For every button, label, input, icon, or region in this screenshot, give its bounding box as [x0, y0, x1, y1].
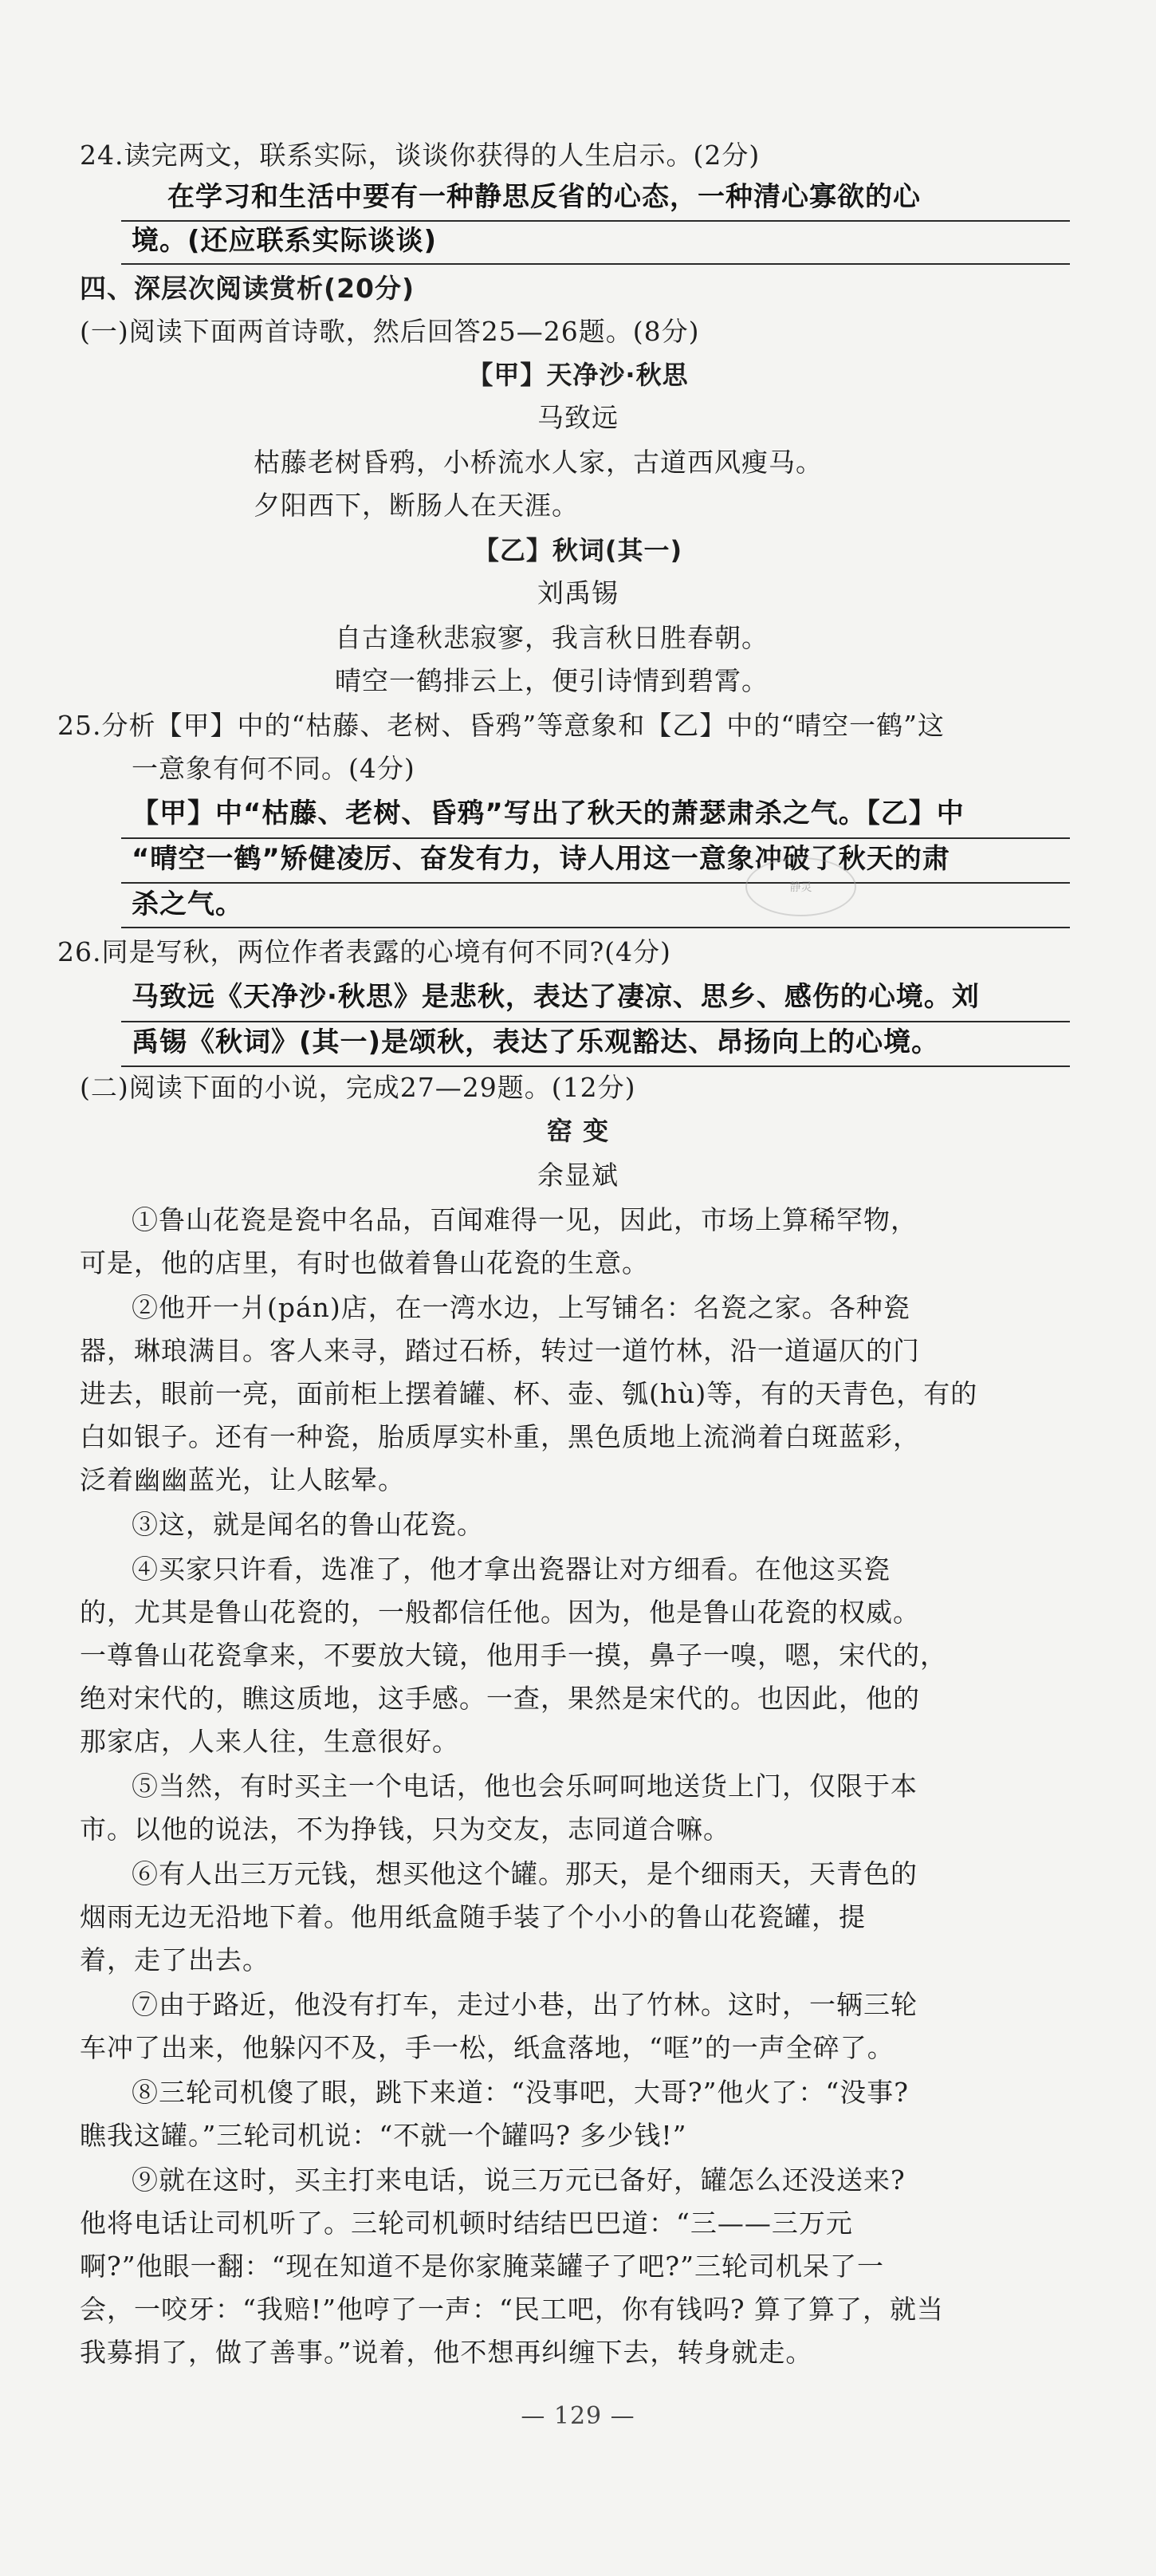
story-line: 绝对宋代的，瞧这质地，这手感。一查，果然是宋代的。也因此，他的 — [80, 1683, 920, 1714]
story-line: 泛着幽幽蓝光，让人眩晕。 — [80, 1464, 405, 1495]
story-line: ⑨就在这时，买主打来电话，说三万元已备好，罐怎么还没送来? — [132, 2164, 906, 2196]
q25-question-line-2: 一意象有何不同。(4分) — [132, 753, 415, 784]
poem-b-title: 【乙】秋词(其一) — [473, 535, 683, 565]
story-line: ④买家只许看，选准了，他才拿出瓷器让对方细看。在他这买瓷 — [132, 1554, 891, 1585]
story-line: ②他开一爿(pán)店，在一湾水边，上写铺名：名瓷之家。各种瓷 — [132, 1292, 910, 1323]
story-line: 市。以他的说法，不为挣钱，只为交友，志同道合嘛。 — [80, 1814, 730, 1845]
story-line: ①鲁山花瓷是瓷中名品，百闻难得一见，因此，市场上算稀罕物， — [132, 1204, 918, 1235]
q25-answer-line-3: 杀之气。 — [132, 888, 243, 920]
q26-question: 26.同是写秋，两位作者表露的心境有何不同?(4分) — [57, 936, 671, 967]
answer-rule — [121, 882, 1070, 884]
part2-intro: (二)阅读下面的小说，完成27—29题。(12分) — [80, 1072, 636, 1103]
answer-rule — [121, 837, 1070, 839]
story-line: 那家店，人来人往，生意很好。 — [80, 1726, 459, 1757]
poem-a-line-1: 枯藤老树昏鸦，小桥流水人家，古道西风瘦马。 — [254, 447, 823, 478]
section-heading: 四、深层次阅读赏析(20分) — [80, 273, 415, 304]
poem-b-line-1: 自古逢秋悲寂寥，我言秋日胜春朝。 — [335, 622, 769, 653]
story-line: ⑥有人出三万元钱，想买他这个罐。那天，是个细雨天，天青色的 — [132, 1858, 918, 1889]
q25-question-line-1: 25.分析【甲】中的“枯藤、老树、昏鸦”等意象和【乙】中的“晴空一鹤”这 — [57, 710, 945, 741]
answer-rule — [121, 1065, 1070, 1067]
story-line: 瞧我这罐。”三轮司机说：“不就一个罐吗? 多少钱!” — [80, 2120, 687, 2151]
story-line: 的，尤其是鲁山花瓷的，一般都信任他。因为，他是鲁山花瓷的权威。 — [80, 1597, 920, 1628]
q26-answer-line-2: 禹锡《秋词》(其一)是颂秋，表达了乐观豁达、昂扬向上的心境。 — [132, 1026, 940, 1058]
poem-b-author: 刘禹锡 — [537, 577, 619, 609]
story-line: 啊?”他眼一翻：“现在知道不是你家腌菜罐子了吧?”三轮司机呆了一 — [80, 2251, 884, 2282]
q24-answer-line-1: 在学习和生活中要有一种静思反省的心态，一种清心寡欲的心 — [167, 181, 921, 213]
story-line: 他将电话让司机听了。三轮司机顿时结结巴巴道：“三——三万元 — [80, 2208, 853, 2239]
q26-answer-line-1: 马致远《天净沙·秋思》是悲秋，表达了凄凉、思乡、感伤的心境。刘 — [132, 981, 980, 1013]
story-line: 器，琳琅满目。客人来寻，踏过石桥，转过一道竹林，沿一道逼仄的门 — [80, 1335, 920, 1366]
q24-answer-line-2: 境。(还应联系实际谈谈) — [132, 225, 438, 257]
q24-question: 24.读完两文，联系实际，谈谈你获得的人生启示。(2分) — [80, 140, 761, 171]
poem-a-author: 马致远 — [537, 402, 619, 433]
answer-rule — [121, 263, 1070, 265]
story-line: 会，一咬牙：“我赔!”他哼了一声：“民工吧，你有钱吗? 算了算了，就当 — [80, 2294, 945, 2325]
story-line: 着，走了出去。 — [80, 1944, 269, 1975]
story-title: 窑 变 — [546, 1116, 610, 1146]
poem-a-title: 【甲】天净沙·秋思 — [467, 360, 689, 390]
story-line: 进去，眼前一亮，面前柜上摆着罐、杯、壶、瓠(hù)等，有的天青色，有的 — [80, 1378, 978, 1409]
story-line: 我募捐了，做了善事。”说着，他不想再纠缠下去，转身就走。 — [80, 2337, 813, 2368]
q25-answer-line-1: 【甲】中“枯藤、老树、昏鸦”写出了秋天的萧瑟肃杀之气。【乙】中 — [132, 798, 965, 829]
part1-intro: (一)阅读下面两首诗歌，然后回答25—26题。(8分) — [80, 316, 700, 347]
stamp-mark: 静灵 — [745, 857, 856, 916]
story-line: 白如银子。还有一种瓷，胎质厚实朴重，黑色质地上流淌着白斑蓝彩， — [80, 1421, 920, 1452]
answer-rule — [121, 927, 1070, 928]
poem-a-line-2: 夕阳西下，断肠人在天涯。 — [254, 490, 579, 521]
story-line: 可是，他的店里，有时也做着鲁山花瓷的生意。 — [80, 1247, 649, 1278]
story-line: 烟雨无边无沿地下着。他用纸盒随手装了个小小的鲁山花瓷罐，提 — [80, 1901, 866, 1932]
page-number: — 129 — — [521, 2402, 635, 2430]
story-line: 车冲了出来，他躲闪不及，手一松，纸盒落地，“哐”的一声全碎了。 — [80, 2032, 895, 2063]
story-author: 余显斌 — [537, 1160, 619, 1191]
story-line: ③这，就是闻名的鲁山花瓷。 — [132, 1509, 484, 1540]
answer-rule — [121, 1021, 1070, 1022]
story-line: ⑧三轮司机傻了眼，跳下来道：“没事吧，大哥?”他火了：“没事? — [132, 2077, 909, 2108]
q25-answer-line-2: “晴空一鹤”矫健凌厉、奋发有力，诗人用这一意象冲破了秋天的肃 — [132, 843, 950, 875]
story-line: ⑤当然，有时买主一个电话，他也会乐呵呵地送货上门，仅限于本 — [132, 1771, 918, 1802]
poem-b-line-2: 晴空一鹤排云上，便引诗情到碧霄。 — [335, 665, 769, 696]
answer-rule — [121, 220, 1070, 222]
story-line: ⑦由于路近，他没有打车，走过小巷，出了竹林。这时，一辆三轮 — [132, 1989, 918, 2020]
story-line: 一尊鲁山花瓷拿来，不要放大镜，他用手一摸，鼻子一嗅，嗯，宋代的， — [80, 1640, 947, 1671]
